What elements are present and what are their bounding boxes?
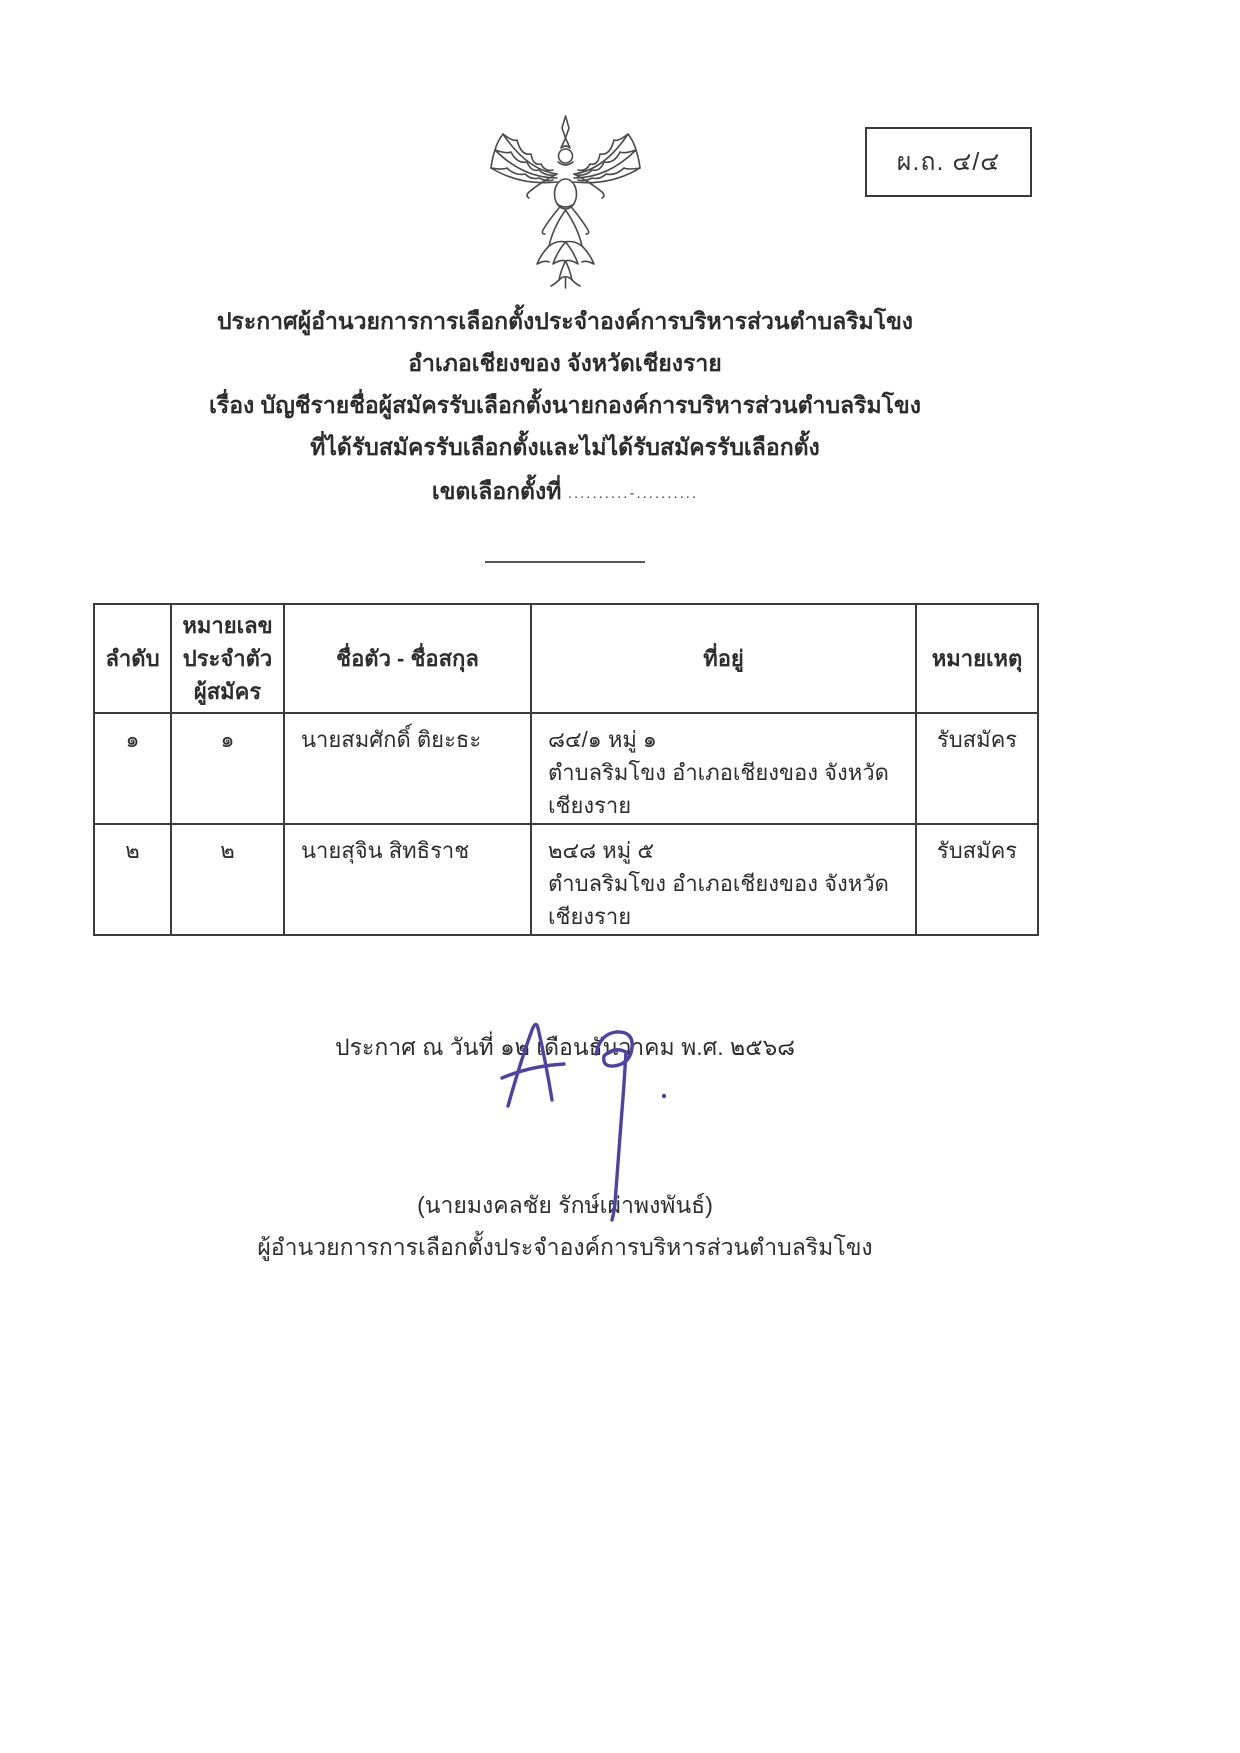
signer-name: (นายมงคลชัย รักษ์เผ่าพงพันธ์) [417,1192,713,1218]
address-line-1: ๘๔/๑ หมู่ ๑ [548,727,657,752]
title-line-4: ที่ได้รับสมัครรับเลือกตั้งและไม่ได้รับสมัครรับเลือกตั้ง [310,434,820,460]
row-remark: รับสมัคร [916,824,1038,935]
header-candidate-no: หมายเลข ประจำตัว ผู้สมัคร [171,604,284,713]
row-name: นายสมศักดิ์ ติยะธะ [284,713,531,824]
row-candidate-no: ๒ [171,824,284,935]
row-remark: รับสมัคร [916,713,1038,824]
table-row [94,824,1038,935]
table-header-row [94,604,1038,713]
title-line-1: ประกาศผู้อำนวยการการเลือกตั้งประจำองค์การบริหารส่วนตำบลริมโขง [216,308,914,334]
row-address [531,713,916,824]
table-row [94,713,1038,824]
section-divider [485,561,645,563]
district-fill-dots: ..........-.......... [567,485,699,502]
address-line-2: ตำบลริมโขง อำเภอเชียงของ จังหวัดเชียงราย [548,871,889,929]
content-column [93,0,1037,1266]
announcement-title-block [93,0,1037,515]
form-code-label: ผ.ถ. ๔/๔ [896,148,1001,176]
row-name: นายสุจิน สิทธิราช [284,824,531,935]
header-name: ชื่อตัว - ชื่อสกุล [284,604,531,713]
header-remark: หมายเหตุ [916,604,1038,713]
header-no: ลำดับ [94,604,171,713]
district-line [93,470,1037,515]
header-address: ที่อยู่ [531,604,916,713]
row-no: ๒ [94,824,171,935]
district-label: เขตเลือกตั้งที่ [431,478,562,504]
row-no: ๑ [94,713,171,824]
title-line-3: เรื่อง บัญชีรายชื่อผู้สมัครรับเลือกตั้งนายกองค์การบริหารส่วนตำบลริมโขง [209,392,921,418]
row-address [531,824,916,935]
title-line-2: อำเภอเชียงของ จังหวัดเชียงราย [408,350,722,376]
candidate-table [93,603,1039,936]
row-candidate-no: ๑ [171,713,284,824]
announcement-date-line: ประกาศ ณ วันที่ ๑๒ เดือนธันวาคม พ.ศ. ๒๕๖๘ [335,1034,795,1060]
address-line-2: ตำบลริมโขง อำเภอเชียงของ จังหวัดเชียงราย [548,760,889,818]
signer-title: ผู้อำนวยการการเลือกตั้งประจำองค์การบริหารส่วนตำบลริมโขง [257,1234,873,1260]
address-line-1: ๒๔๘ หมู่ ๕ [548,838,655,863]
